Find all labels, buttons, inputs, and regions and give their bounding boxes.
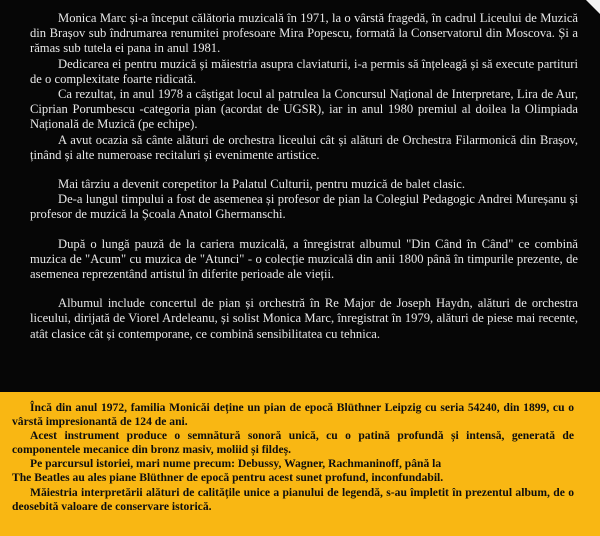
biography-paragraph: De-a lungul timpului a fost de asemenea și profesor de pian la Colegiul Pedagogic Andrei Mureșanu și profesor de muzică la Școala Anatol Ghermanschi. <box>30 192 578 222</box>
piano-paragraph: Pe parcursul istoriei, mari nume precum: Debussy, Wagner, Rachmaninoff, până la <box>30 457 442 471</box>
biography-paragraph: Mai târziu a devenit corepetitor la Palatul Culturii, pentru muzică de balet clasic. <box>58 177 466 192</box>
biography-paragraph: A avut ocazia să cânte alături de orchestra liceului cât și alături de Orchestra Filarmonică din Brașov, ținând și alte numeroase recitaluri și evenimente artistice. <box>30 132 578 162</box>
biography-paragraph: Dedicarea ei pentru muzică și măiestria asupra claviaturii, i-a permis să înțeleagă și să execute partituri de o complexitate foarte ridicată. <box>30 56 578 86</box>
biography-section <box>30 11 578 342</box>
piano-paragraph: Măiestria interpretării alături de calitățile unice a pianului de legendă, s-au împletit în prezentul album, de o deosebită valoare de conservare istorică. <box>12 485 574 513</box>
piano-paragraph: Acest instrument produce o semnătură sonoră unică, cu o patină profundă și intensă, generată de componentele mecanice din bronz masiv, moliid și fildeș. <box>12 429 574 457</box>
piano-paragraph: Încă din anul 1972, familia Monicăi deține un pian de epocă Blüthner Leipzig cu seria 54240, din 1899, cu o vârstă impresionantă de 124 de ani. <box>12 401 574 429</box>
piano-history-panel <box>0 392 600 536</box>
album-paragraph: Albumul include concertul de pian și orchestră în Re Major de Joseph Haydn, alături de orchestra liceului, dirijată de Viorel Ardeleanu, și solist Monica Marc, înregistrat în 1979, alături de piese mai recente, atât clasice cât și contemporane, ce combină sensibilitatea cu tehnica. <box>30 296 578 341</box>
page-corner <box>586 0 600 14</box>
album-paragraph: După o lungă pauză de la cariera muzicală, a înregistrat albumul "Din Când în Când" ce combină muzica de "Acum" cu muzica de "Atunci" - o colecție muzicală din anii 1800 până în timpurile prezente, de asemenea reprezentând artistul în diferite perioade ale vieții. <box>30 236 578 282</box>
piano-history-text <box>12 401 574 514</box>
piano-paragraph: The Beatles au ales piane Blüthner de epocă pentru acest sunet profund, inconfundabil. <box>12 471 444 485</box>
biography-paragraph: Ca rezultat, in anul 1978 a câștigat locul al patrulea la Concursul Național de Interpretare, Lira de Aur, Ciprian Porumbescu -categoria pian (acordat de UGSR), iar in anul 1980 premiul al doilea la Olimpiada Națională de Muzică (pe echipe). <box>30 87 578 132</box>
biography-paragraph: Monica Marc și-a început călătoria muzicală în 1971, la o vârstă fragedă, în cadrul Liceului de Muzică din Brașov sub îndrumarea renumitei profesoare Mira Popescu, formată la Conservatorul din Moscova. Și a rămas sub tutela ei pana in anul 1981. <box>30 11 578 56</box>
